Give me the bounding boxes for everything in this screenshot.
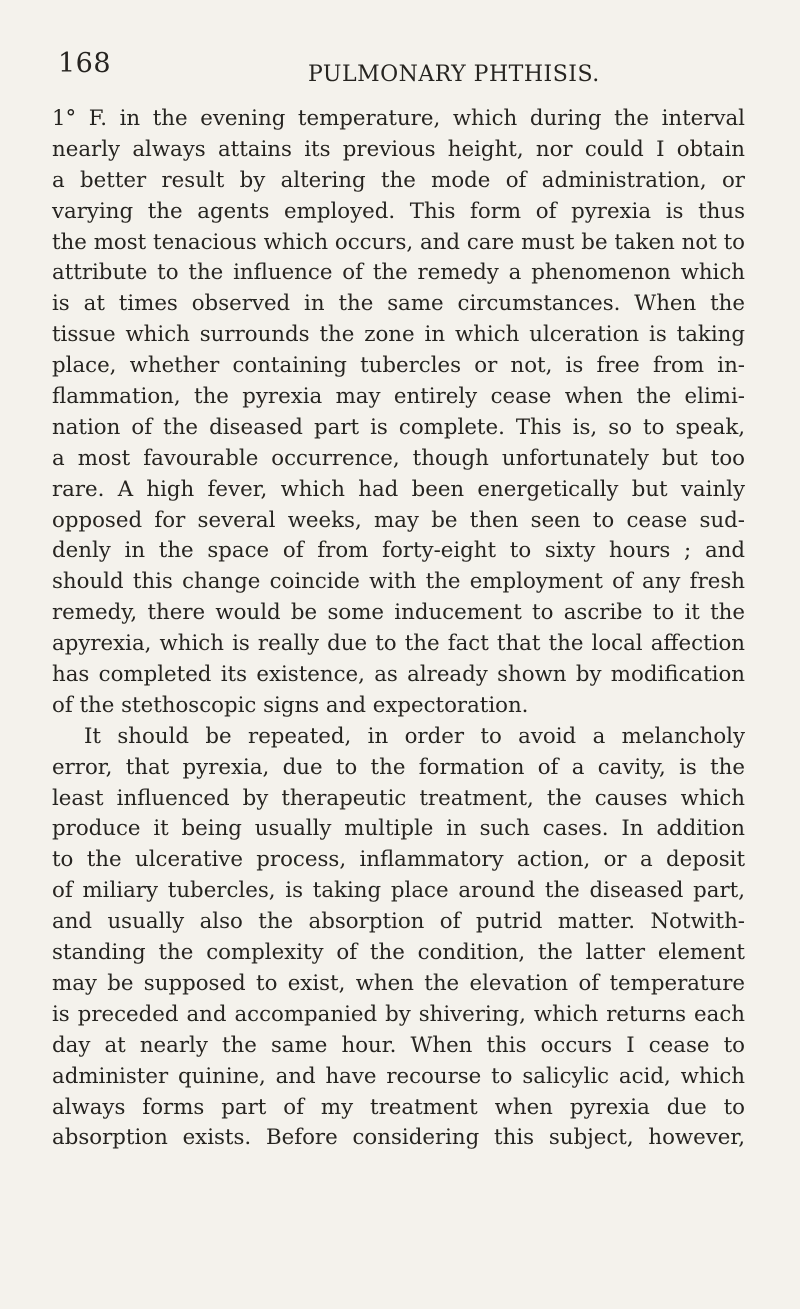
text-line: administer quinine, and have recourse to salicylic acid, which [52,1063,745,1089]
text-line: the most tenacious which occurs, and care must be taken not to [52,229,745,255]
paragraph-start-line: It should be repeated, in order to avoid a melancholy [84,723,745,749]
text-line: is at times observed in the same circumstances. When the [52,291,745,317]
text-line: a most favourable occurrence, though unfortunately but too [52,445,745,471]
text-line: may be supposed to exist, when the elevation of temperature [52,970,745,996]
text-line: standing the complexity of the condition, the latter element [52,940,745,966]
text-line: attribute to the influence of the remedy a phenomenon which [52,260,745,286]
text-line: error, that pyrexia, due to the formation of a cavity, is the [52,754,745,780]
text-line: flammation, the pyrexia may entirely cease when the elimi- [52,384,745,410]
text-line: absorption exists. Before considering this subject, however, [52,1125,745,1151]
text-line: least influenced by therapeutic treatment, the causes which [52,785,745,811]
paragraph-end-line: of the stethoscopic signs and expectoration. [52,692,529,718]
text-line: denly in the space of from forty-eight to sixty hours ; and [52,538,745,564]
text-line: produce it being usually multiple in such cases. In addition [52,816,745,842]
text-line: tissue which surrounds the zone in which ulceration is taking [52,322,745,348]
text-line: opposed for several weeks, may be then seen to cease sud- [52,507,745,533]
text-line: nearly always attains its previous height, nor could I obtain [52,136,745,162]
text-line: and usually also the absorption of putrid matter. Notwith- [52,909,745,935]
text-line: remedy, there would be some inducement to ascribe to it the [52,600,745,626]
text-line: place, whether containing tubercles or not, is free from in- [52,353,745,379]
text-line: to the ulcerative process, inflammatory action, or a deposit [52,847,745,873]
text-line: apyrexia, which is really due to the fact that the local affection [52,631,745,657]
text-line: of miliary tubercles, is taking place around the diseased part, [52,878,745,904]
text-line: day at nearly the same hour. When this occurs I cease to [52,1032,745,1058]
text-line: is preceded and accompanied by shivering, which returns each [52,1001,745,1027]
text-line: should this change coincide with the employment of any fresh [52,569,745,595]
text-line: always forms part of my treatment when pyrexia due to [52,1094,745,1120]
page-number: 168 [58,48,112,79]
text-line: rare. A high fever, which had been energetically but vainly [52,476,745,502]
text-line: has completed its existence, as already shown by modification [52,662,745,688]
text-line: varying the agents employed. This form of pyrexia is thus [52,198,745,224]
body-text [52,104,745,1154]
page-header [58,48,742,88]
running-head: PULMONARY PHTHISIS. [308,62,600,87]
text-line: 1° F. in the evening temperature, which during the interval [52,106,745,131]
text-line: nation of the diseased part is complete. This is, so to speak, [52,414,745,440]
text-line: a better result by altering the mode of administration, or [52,167,745,193]
